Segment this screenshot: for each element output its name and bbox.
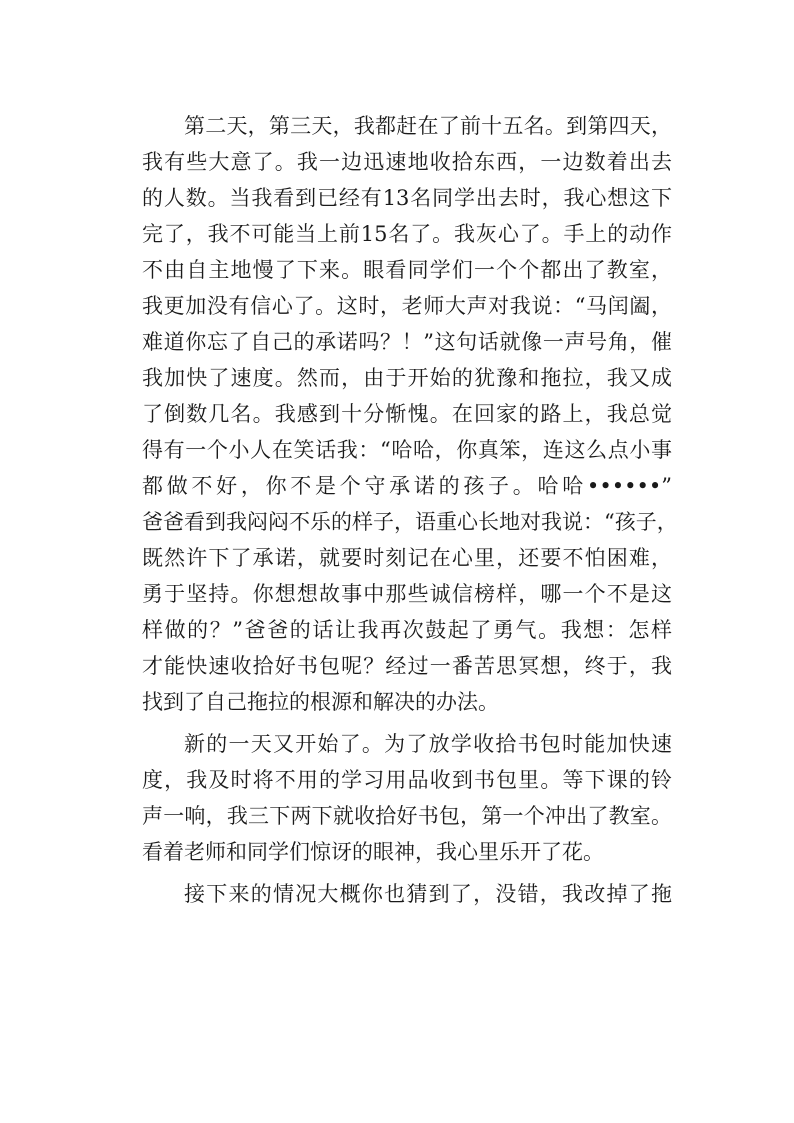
text-line: 不由自主地慢了下来。眼看同学们一个个都出了教室，	[142, 258, 672, 282]
text-line: 才能快速收拾好书包呢？经过一番苦思冥想，终于，我	[142, 654, 672, 678]
text-line: 找到了自己拖拉的根源和解决的办法。	[142, 690, 499, 714]
text-line: 我更加没有信心了。这时，老师大声对我说：“马闰阖，	[142, 294, 672, 318]
text-line: 完了，我不可能当上前15名了。我灰心了。手上的动作	[142, 222, 672, 246]
text-line: 样做的？”爸爸的话让我再次鼓起了勇气。我想：怎样	[142, 618, 672, 642]
text-line: 得有一个小人在笑话我：“哈哈，你真笨，连这么点小事	[142, 438, 672, 462]
text-line: 都做不好，你不是个守承诺的孩子。哈哈••••••”	[142, 474, 672, 498]
text-line: 爸爸看到我闷闷不乐的样子，语重心长地对我说：“孩子，	[142, 510, 678, 534]
text-line: 我有些大意了。我一边迅速地收拾东西，一边数着出去	[142, 150, 672, 174]
text-line: 看着老师和同学们惊讶的眼神，我心里乐开了花。	[142, 840, 604, 864]
text-line: 接下来的情况大概你也猜到了，没错，我改掉了拖	[184, 882, 672, 906]
text-line: 第二天，第三天，我都赶在了前十五名。到第四天，	[184, 114, 672, 138]
text-line: 难道你忘了自己的承诺吗？！”这句话就像一声号角，催	[142, 330, 672, 354]
text-line: 度，我及时将不用的学习用品收到书包里。等下课的铃	[142, 768, 672, 792]
text-line: 勇于坚持。你想想故事中那些诚信榜样，哪一个不是这	[142, 582, 672, 606]
text-line: 我加快了速度。然而，由于开始的犹豫和拖拉，我又成	[142, 366, 672, 390]
text-line: 声一响，我三下两下就收拾好书包，第一个冲出了教室。	[142, 804, 672, 828]
text-line: 新的一天又开始了。为了放学收拾书包时能加快速	[184, 732, 672, 756]
text-line: 既然许下了承诺，就要时刻记在心里，还要不怕困难，	[142, 546, 672, 570]
text-line: 了倒数几名。我感到十分惭愧。在回家的路上，我总觉	[142, 402, 672, 426]
text-line: 的人数。当我看到已经有13名同学出去时，我心想这下	[142, 186, 672, 210]
